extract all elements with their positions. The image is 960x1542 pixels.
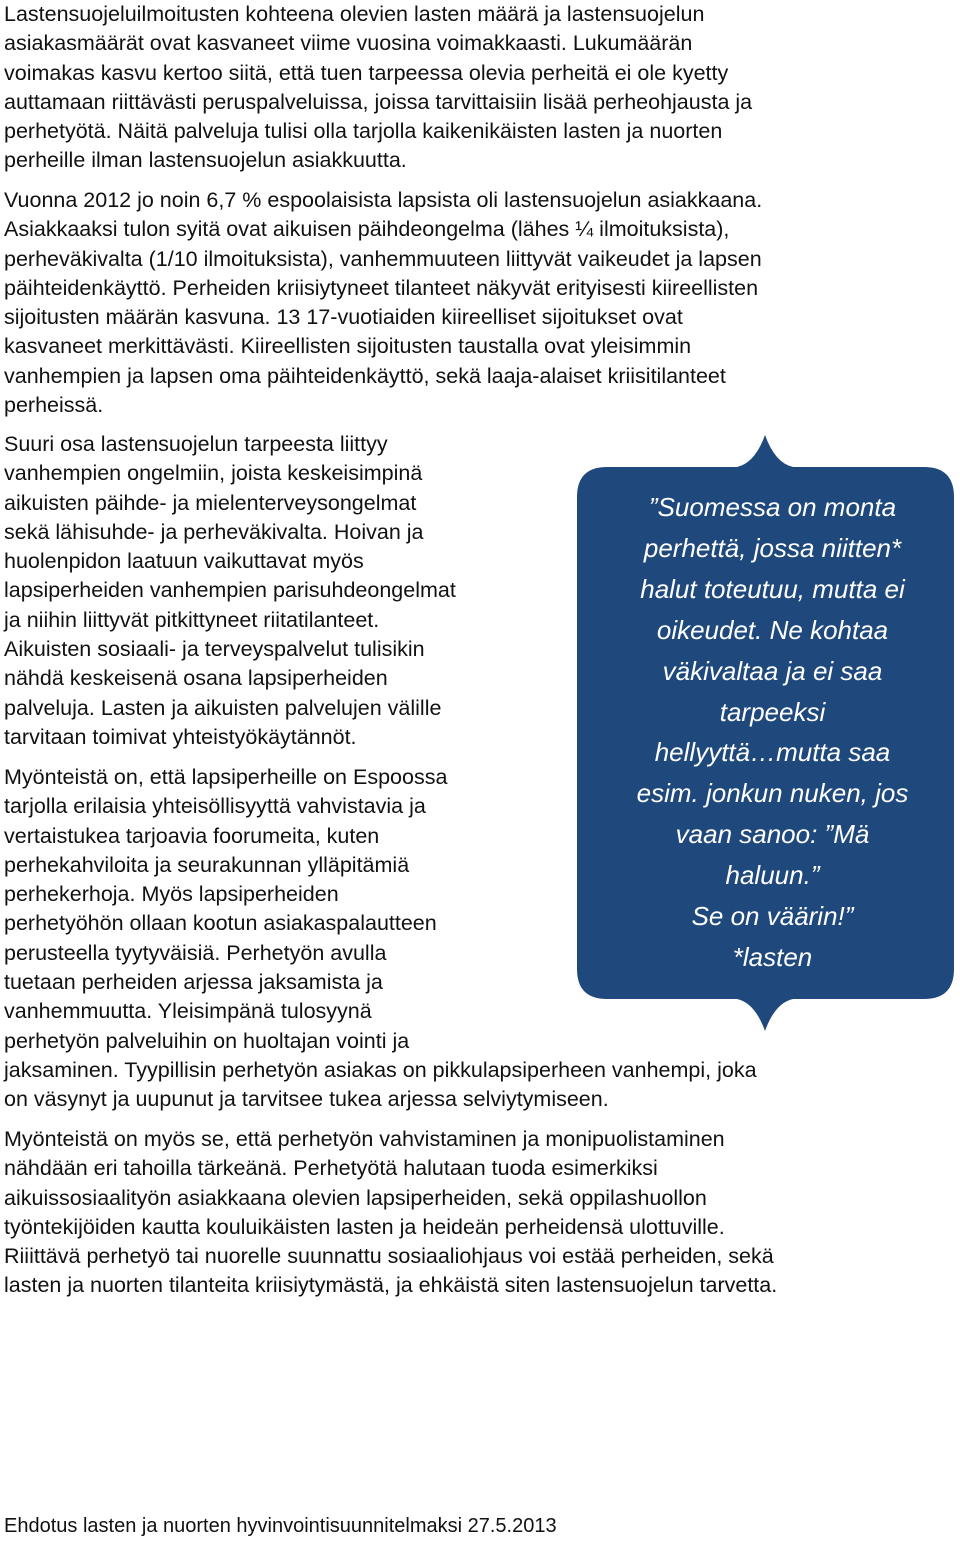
quote-callout [577,435,954,1031]
paragraph-parent-problems: Suuri osa lastensuojelun tarpeesta liittyy vanhempien ongelmiin, joista keskeisimpinä aikuisten päihde- ja mielenterveysongelmat sekä lähisuhde- ja perheväkivalta. Hoivan ja huolenpidon laatuun vaikuttavat myös lapsiperheiden vanhempien parisuhdeongelmat ja niihin liittyvät pitkittyneet riitatilanteet. Aikuisten sosiaali- ja terveyspalvelut tulisikin nähdä keskeisenä osana lapsiperheiden palveluja. Lasten ja aikuisten palvelujen välille tarvitaan toimivat yhteistyökäytännöt. [4,432,456,749]
callout-quote-text: ”Suomessa on monta perhettä, jossa niitten* halut toteutuu, mutta ei oikeudet. Ne kohtaa väkivaltaa ja ei saa tarpeeksi hellyyttä…mutta saa esim. jonkun nuken, jos vaan sanoo: ”Mä haluun.” Se on väärin!” *lasten [636,492,909,972]
footer-document-title: Ehdotus lasten ja nuorten hyvinvointisuunnitelmaksi 27.5.2013 [4,1515,557,1537]
paragraph-family-support: Myönteistä on, että lapsiperheille on Espoossa tarjolla erilaisia yhteisöllisyyttä vahvistavia ja vertaistukea tarjoavia foorumeita, kuten perhekahviloita ja seurakunnan ylläpitämiä perhekerhoja. Myös lapsiperheiden perhetyöhön ollaan kootun asiakaspalautteen perusteella tyytyväisiä. Perhetyön avulla tuetaan perheiden arjessa jaksamista ja vanhemmuutta. Yleisimpänä tulosyynä perhetyön palveluihin on huoltajan vointi ja jaksaminen. Tyypillisin perhetyön asiakas on pikkulapsiperheen vanhempi, joka on väsynyt ja uupunut ja tarvitsee tukea arjessa selviytymiseen. [4,765,757,1112]
paragraph-espoo-statistics: Vuonna 2012 jo noin 6,7 % espoolaisista lapsista oli lastensuojelun asiakkaana. Asiakkaaksi tulon syitä ovat aikuisen päihdeongelma (lähes ¼ ilmoituksista), perheväkivalta (1/10 ilmoituksista), vanhemmuuteen liittyvät vaikeudet ja lapsen päihteidenkäyttö. Perheiden kriisiytyneet tilanteet näkyvät erityisesti kiireellisten sijoitusten määrän kasvuna. 13 17-vuotiaiden kiireelliset sijoitukset ovat kasvaneet merkittävästi. Kiireellisten sijoitusten taustalla ovat yleisimmin vanhempien ja lapsen oma päihteidenkäyttö, sekä laaja-alaiset kriisitilanteet perheissä. [4,188,763,418]
paragraph-child-welfare-growth: Lastensuojeluilmoitusten kohteena olevien lasten määrä ja lastensuojelun asiakasmäärät ovat kasvaneet viime vuosina voimakkaasti. Lukumäärän voimakas kasvu kertoo siitä, että tuen tarpeessa olevia perheitä ei ole kyetty auttamaan riittävästi peruspalveluissa, joissa tarvittaisiin lisää perheohjausta ja perhetyötä. Näitä palveluja tulisi olla tarjolla kaikenikäisten lasten ja nuorten perheille ilman lastensuojelun asiakkuutta. [4,2,753,173]
paragraph-family-work-strengthening: Myönteistä on myös se, että perhetyön vahvistaminen ja monipuolistaminen nähdään eri tahoilla tärkeänä. Perhetyötä halutaan tuoda esimerkiksi aikuissosiaalityön asiakkaana olevien lapsiperheiden, sekä oppilashuollon työntekijöiden kautta kouluikäisten lasten ja heideän perheidensä ulottuville. Riiittävä perhetyö tai nuorelle suunnattu sosiaaliohjaus voi estää perheiden, sekä lasten ja nuorten tilanteita kriisiytymästä, ja ehkäistä siten lastensuojelun tarvetta. [4,1127,778,1298]
